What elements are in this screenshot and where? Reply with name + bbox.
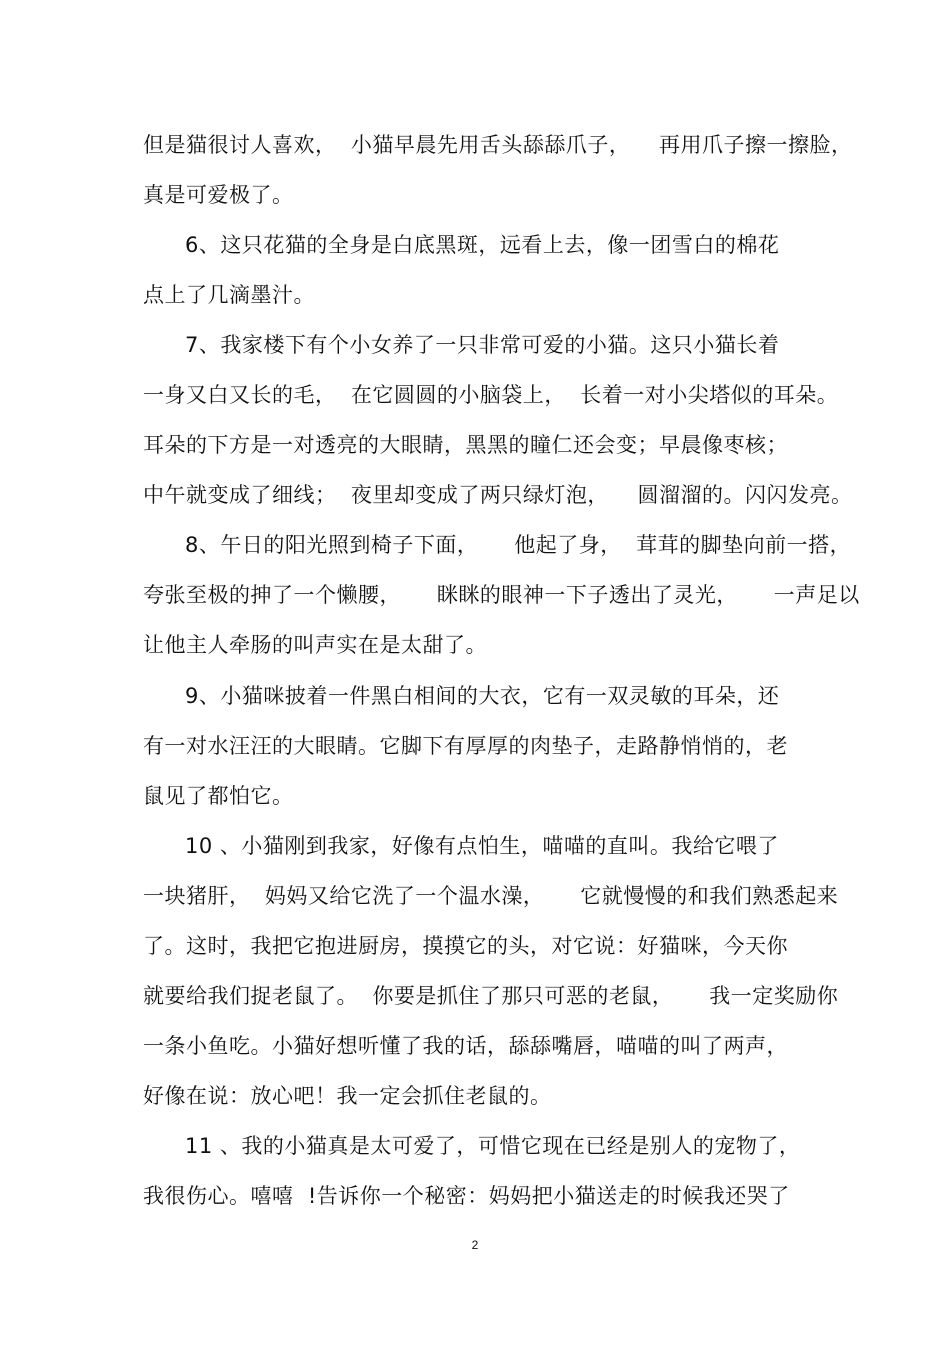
paragraph-6-start: 6、这只花猫的全身是白底黑斑，远看上去，像一团雪白的棉花 [185,233,780,257]
text-line: 一块猪肝， 妈妈又给它洗了一个温水澡， 它就慢慢的和我们熟悉起来 [143,884,839,908]
text-line: 点上了几滴墨汁。 [143,283,315,307]
text-line: 耳朵的下方是一对透亮的大眼睛，黑黑的瞳仁还会变；早晨像枣核； [143,433,788,457]
paragraph-10-start: 10 、小猫刚到我家，好像有点怕生，喵喵的直叫。我给它喂了 [185,834,779,858]
text-line: 了。这时，我把它抱进厨房，摸摸它的头，对它说：好猫咪，今天你 [143,934,788,958]
page-number: 2 [471,1238,479,1252]
text-line: 鼠见了都怕它。 [143,784,294,808]
paragraph-11-start: 11 、我的小猫真是太可爱了，可惜它现在已经是别人的宠物了， [185,1134,801,1158]
text-line: 好像在说：放心吧！我一定会抓住老鼠的。 [143,1084,552,1108]
text-line: 让他主人牵肠的叫声实在是太甜了。 [143,633,487,657]
text-line: 一身又白又长的毛， 在它圆圆的小脑袋上， 长着一对小尖塔似的耳朵。 [143,383,839,407]
text-line: 夸张至极的抻了一个懒腰， 眯眯的眼神一下子透出了灵光， 一声足以 [143,583,860,607]
text-line: 有一对水汪汪的大眼睛。它脚下有厚厚的肉垫子，走路静悄悄的，老 [143,734,788,758]
text-line: 但是猫很讨人喜欢， 小猫早晨先用舌头舔舔爪子， 再用爪子擦一擦脸， [143,133,853,157]
text-line: 就要给我们捉老鼠了。 你要是抓住了那只可恶的老鼠， 我一定奖励你 [143,984,839,1008]
paragraph-7-start: 7、我家楼下有个小女养了一只非常可爱的小猫。这只小猫长着 [185,333,780,357]
text-line: 真是可爱极了。 [143,183,294,207]
text-line: 中午就变成了细线； 夜里却变成了两只绿灯泡， 圆溜溜的。闪闪发亮。 [143,483,853,507]
text-line: 一条小鱼吃。小猫好想听懂了我的话，舔舔嘴唇，喵喵的叫了两声， [143,1034,788,1058]
text-line: 我很伤心。嘻嘻 !告诉你一个秘密：妈妈把小猫送走的时候我还哭了 [143,1184,790,1208]
paragraph-9-start: 9、小猫咪披着一件黑白相间的大衣，它有一双灵敏的耳朵，还 [185,684,780,708]
paragraph-8-start: 8、午日的阳光照到椅子下面， 他起了身， 茸茸的脚垫向前一搭， [185,533,852,557]
